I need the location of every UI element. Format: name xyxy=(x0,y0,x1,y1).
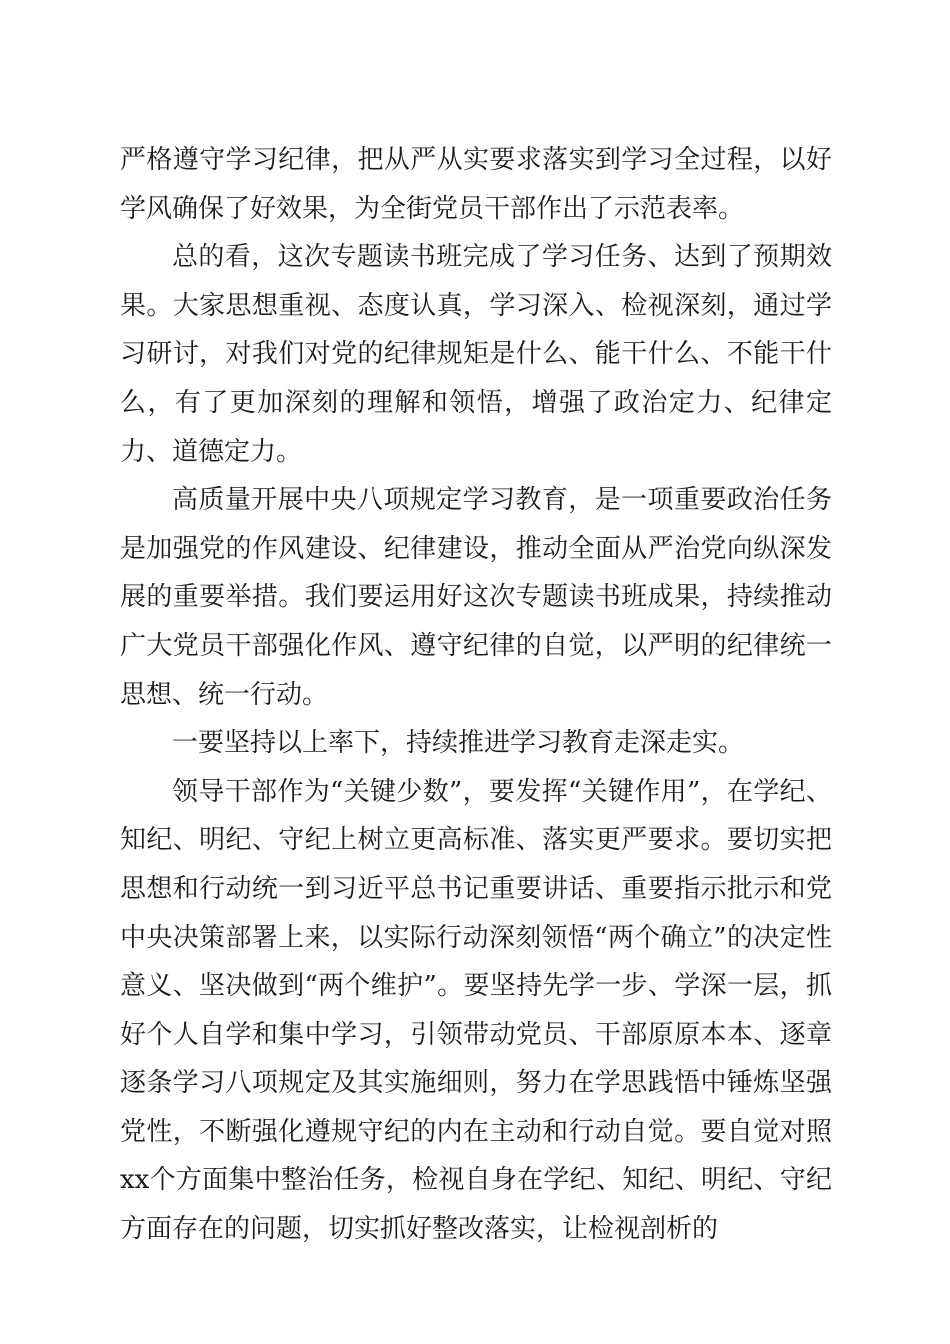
document-body xyxy=(120,136,832,1254)
paragraph-1: 严格遵守学习纪律，把从严从实要求落实到学习全过程，以好学风确保了好效果，为全街党员干部作出了示范表率。 xyxy=(120,145,832,224)
paragraph-2: 总的看，这次专题读书班完成了学习任务、达到了预期效果。大家思想重视、态度认真，学习深入、检视深刻，通过学习研讨，对我们对党的纪律规矩是什么、能干什么、不能干什么，有了更加深刻的理解和领悟，增强了政治定力、纪律定力、道德定力。 xyxy=(120,242,832,467)
paragraph-4-heading: 一要坚持以上率下，持续推进学习教育走深走实。 xyxy=(172,728,745,759)
paragraph-3: 高质量开展中央八项规定学习教育，是一项重要政治任务是加强党的作风建设、纪律建设，推动全面从严治党向纵深发展的重要举措。我们要运用好这次专题读书班成果，持续推动广大党员干部强化作风、遵守纪律的自觉，以严明的纪律统一思想、统一行动。 xyxy=(120,485,832,710)
paragraph-5: 领导干部作为“关键少数”，要发挥“关键作用”，在学纪、知纪、明纪、守纪上树立更高标准、落实更严要求。要切实把思想和行动统一到习近平总书记重要讲话、重要指示批示和党中央决策部署上来，以实际行动深刻领悟“两个确立”的决定性意义、坚决做到“两个维护”。要坚持先学一步、学深一层，抓好个人自学和集中学习，引领带动党员、干部原原本本、逐章逐条学习八项规定及其实施细则，努力在学思践悟中锤炼坚强党性，不断强化遵规守纪的内在主动和行动自觉。要自觉对照xx个方面集中整治任务，检视自身在学纪、知纪、明纪、守纪方面存在的问题，切实抓好整改落实，让检视剖析的 xyxy=(120,776,832,1245)
